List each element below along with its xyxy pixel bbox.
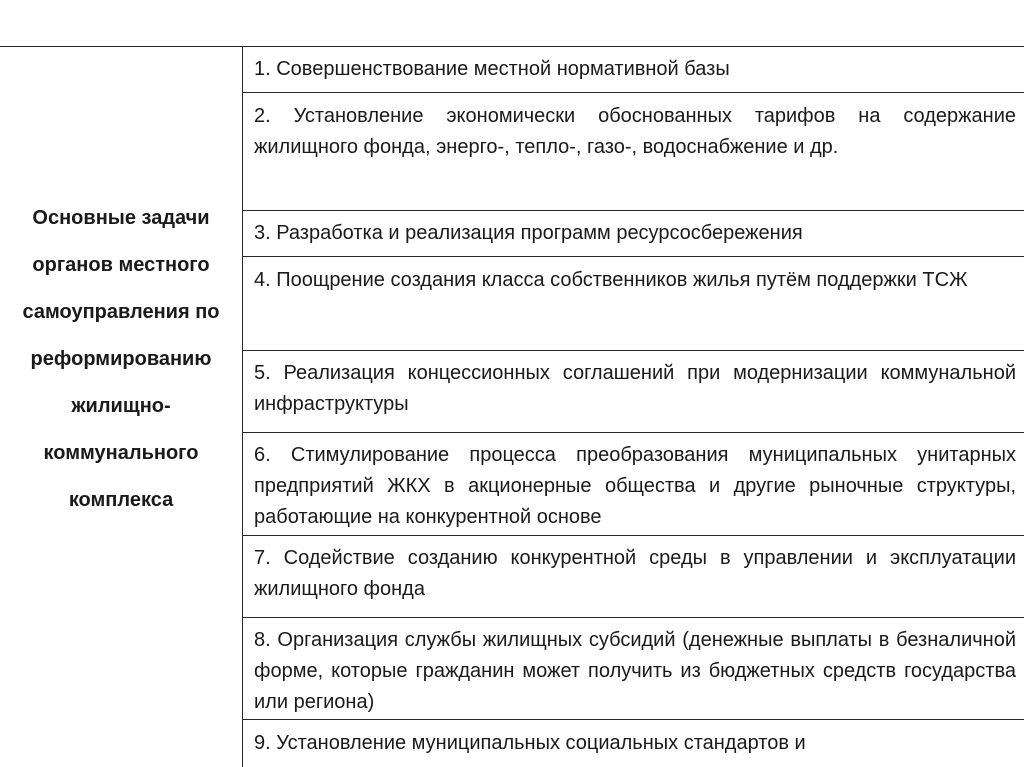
row-divider [242,617,1024,618]
task-row-1: 1. Совершенствование местной нормативной базы [254,58,730,80]
left-header-cell [0,195,242,524]
task-row-9: 9. Установление муниципальных социальных стандартов и [254,732,806,754]
left-header-line: самоуправления по [22,301,220,323]
left-header-line: комплекса [68,489,174,511]
row-divider [242,256,1024,257]
task-row-3: 3. Разработка и реализация программ ресурсосбережения [254,222,803,244]
task-row-4: 4. Поощрение создания класса собственников жилья путём поддержки ТСЖ [254,269,968,291]
task-row-2: 2. Установление экономически обоснованных тарифов на содержание жилищного фонда, энерго-, тепло-, газо-, водоснабжение и др. [254,105,1016,158]
row-divider [242,350,1024,351]
left-header-line: коммунального [43,442,199,464]
row-divider [242,719,1024,720]
left-header-line: Основные задачи [32,207,210,229]
task-row-6: 6. Стимулирование процесса преобразования муниципальных унитарных предприятий ЖКХ в акционерные общества и другие рыночные структуры, работающие на конкурентной основе [254,444,1016,528]
row-divider [242,535,1024,536]
row-divider [242,92,1024,93]
left-header-line: реформированию [30,348,212,370]
row-divider [242,210,1024,211]
task-row-5: 5. Реализация концессионных соглашений при модернизации коммунальной инфраструктуры [254,362,1016,415]
left-header-line: жилищно- [71,395,171,417]
column-divider [242,46,243,767]
left-header-line: органов местного [32,254,210,276]
table-top-border [0,46,1024,47]
task-row-7: 7. Содействие созданию конкурентной среды в управлении и эксплуатации жилищного фонда [254,547,1016,600]
task-row-8: 8. Организация службы жилищных субсидий (денежные выплаты в безналичной форме, которые гражданин может получить из бюджетных средств государства или региона) [254,629,1016,713]
row-divider [242,432,1024,433]
